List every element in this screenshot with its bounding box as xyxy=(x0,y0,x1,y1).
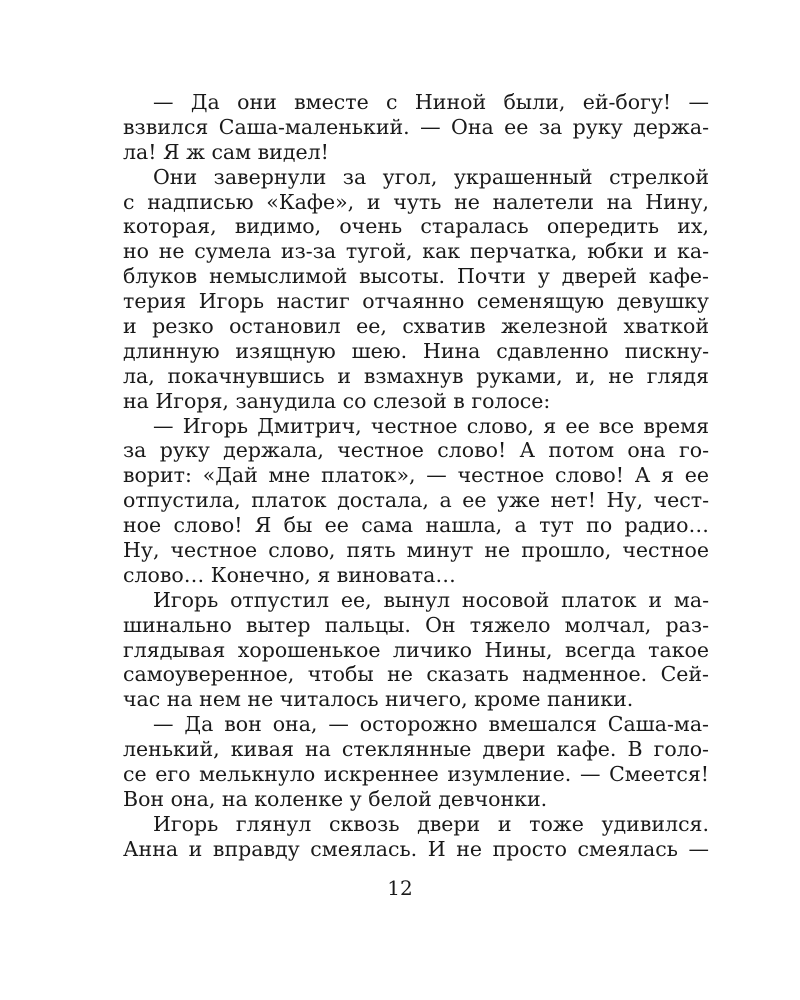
text-line: се его мелькнуло искреннее изумление. — Смеется! xyxy=(123,762,709,787)
text-line: на Игоря, занудила со слезой в голосе: xyxy=(123,388,551,413)
text-line: с надписью «Кафе», и чуть не налетели на Нину, xyxy=(123,189,709,214)
text-line: — Да они вместе с Ниной были, ей-богу! — xyxy=(153,90,709,114)
text-line: самоуверенное, чтобы не сказать надменное. Сей- xyxy=(123,662,709,687)
text-line: Анна и вправду смеялась. И не просто смеялась — xyxy=(123,836,709,861)
text-line: блуков немыслимой высоты. Почти у дверей кафе- xyxy=(123,264,709,289)
text-line: за руку держала, честное слово! А потом она го- xyxy=(123,438,709,463)
text-line: Они завернули за угол, украшенный стрелкой xyxy=(153,164,709,189)
text-line: терия Игорь настиг отчаянно семенящую девушку xyxy=(123,289,709,314)
text-line: отпустила, платок достала, а ее уже нет! Ну, чест- xyxy=(123,488,709,513)
text-line: длинную изящную шею. Нина сдавленно пискну- xyxy=(123,338,709,363)
page-number: 12 xyxy=(387,876,413,900)
text-line: ное слово! Я бы ее сама нашла, а тут по радио… xyxy=(123,513,709,538)
text-line: Игорь глянул сквозь двери и тоже удивился. xyxy=(153,811,709,836)
text-line: шинально вытер пальцы. Он тяжело молчал, раз- xyxy=(123,612,709,637)
text-line: Ну, честное слово, пять минут не прошло, честное xyxy=(123,538,709,563)
text-line: ла! Я ж сам видел! xyxy=(123,139,329,164)
text-line: и резко остановил ее, схватив железной хваткой xyxy=(123,314,709,339)
text-line: Вон она, на коленке у белой девчонки. xyxy=(123,786,548,811)
text-line: которая, видимо, очень старалась опередить их, xyxy=(123,214,709,239)
text-line: взвился Саша-маленький. — Она ее за руку держа- xyxy=(123,114,709,139)
text-line: ла, покачнувшись и взмахнув руками, и, не глядя xyxy=(123,363,709,388)
text-line: глядывая хорошенькое личико Нины, всегда такое xyxy=(123,637,709,662)
text-line: слово… Конечно, я виновата… xyxy=(123,562,456,587)
text-line: ленький, кивая на стеклянные двери кафе. В голо- xyxy=(123,737,709,762)
text-line: но не сумела из-за тугой, как перчатка, юбки и ка- xyxy=(123,239,709,264)
text-line: ворит: «Дай мне платок», — честное слово! А я ее xyxy=(123,463,709,488)
book-page-text xyxy=(123,90,709,862)
text-line: час на нем не читалось ничего, кроме паники. xyxy=(123,687,634,712)
text-line: Игорь отпустил ее, вынул носовой платок и ма- xyxy=(153,587,709,612)
text-line: — Да вон она, — осторожно вмешался Саша-ма- xyxy=(153,712,709,737)
text-line: — Игорь Дмитрич, честное слово, я ее все время xyxy=(153,413,709,438)
